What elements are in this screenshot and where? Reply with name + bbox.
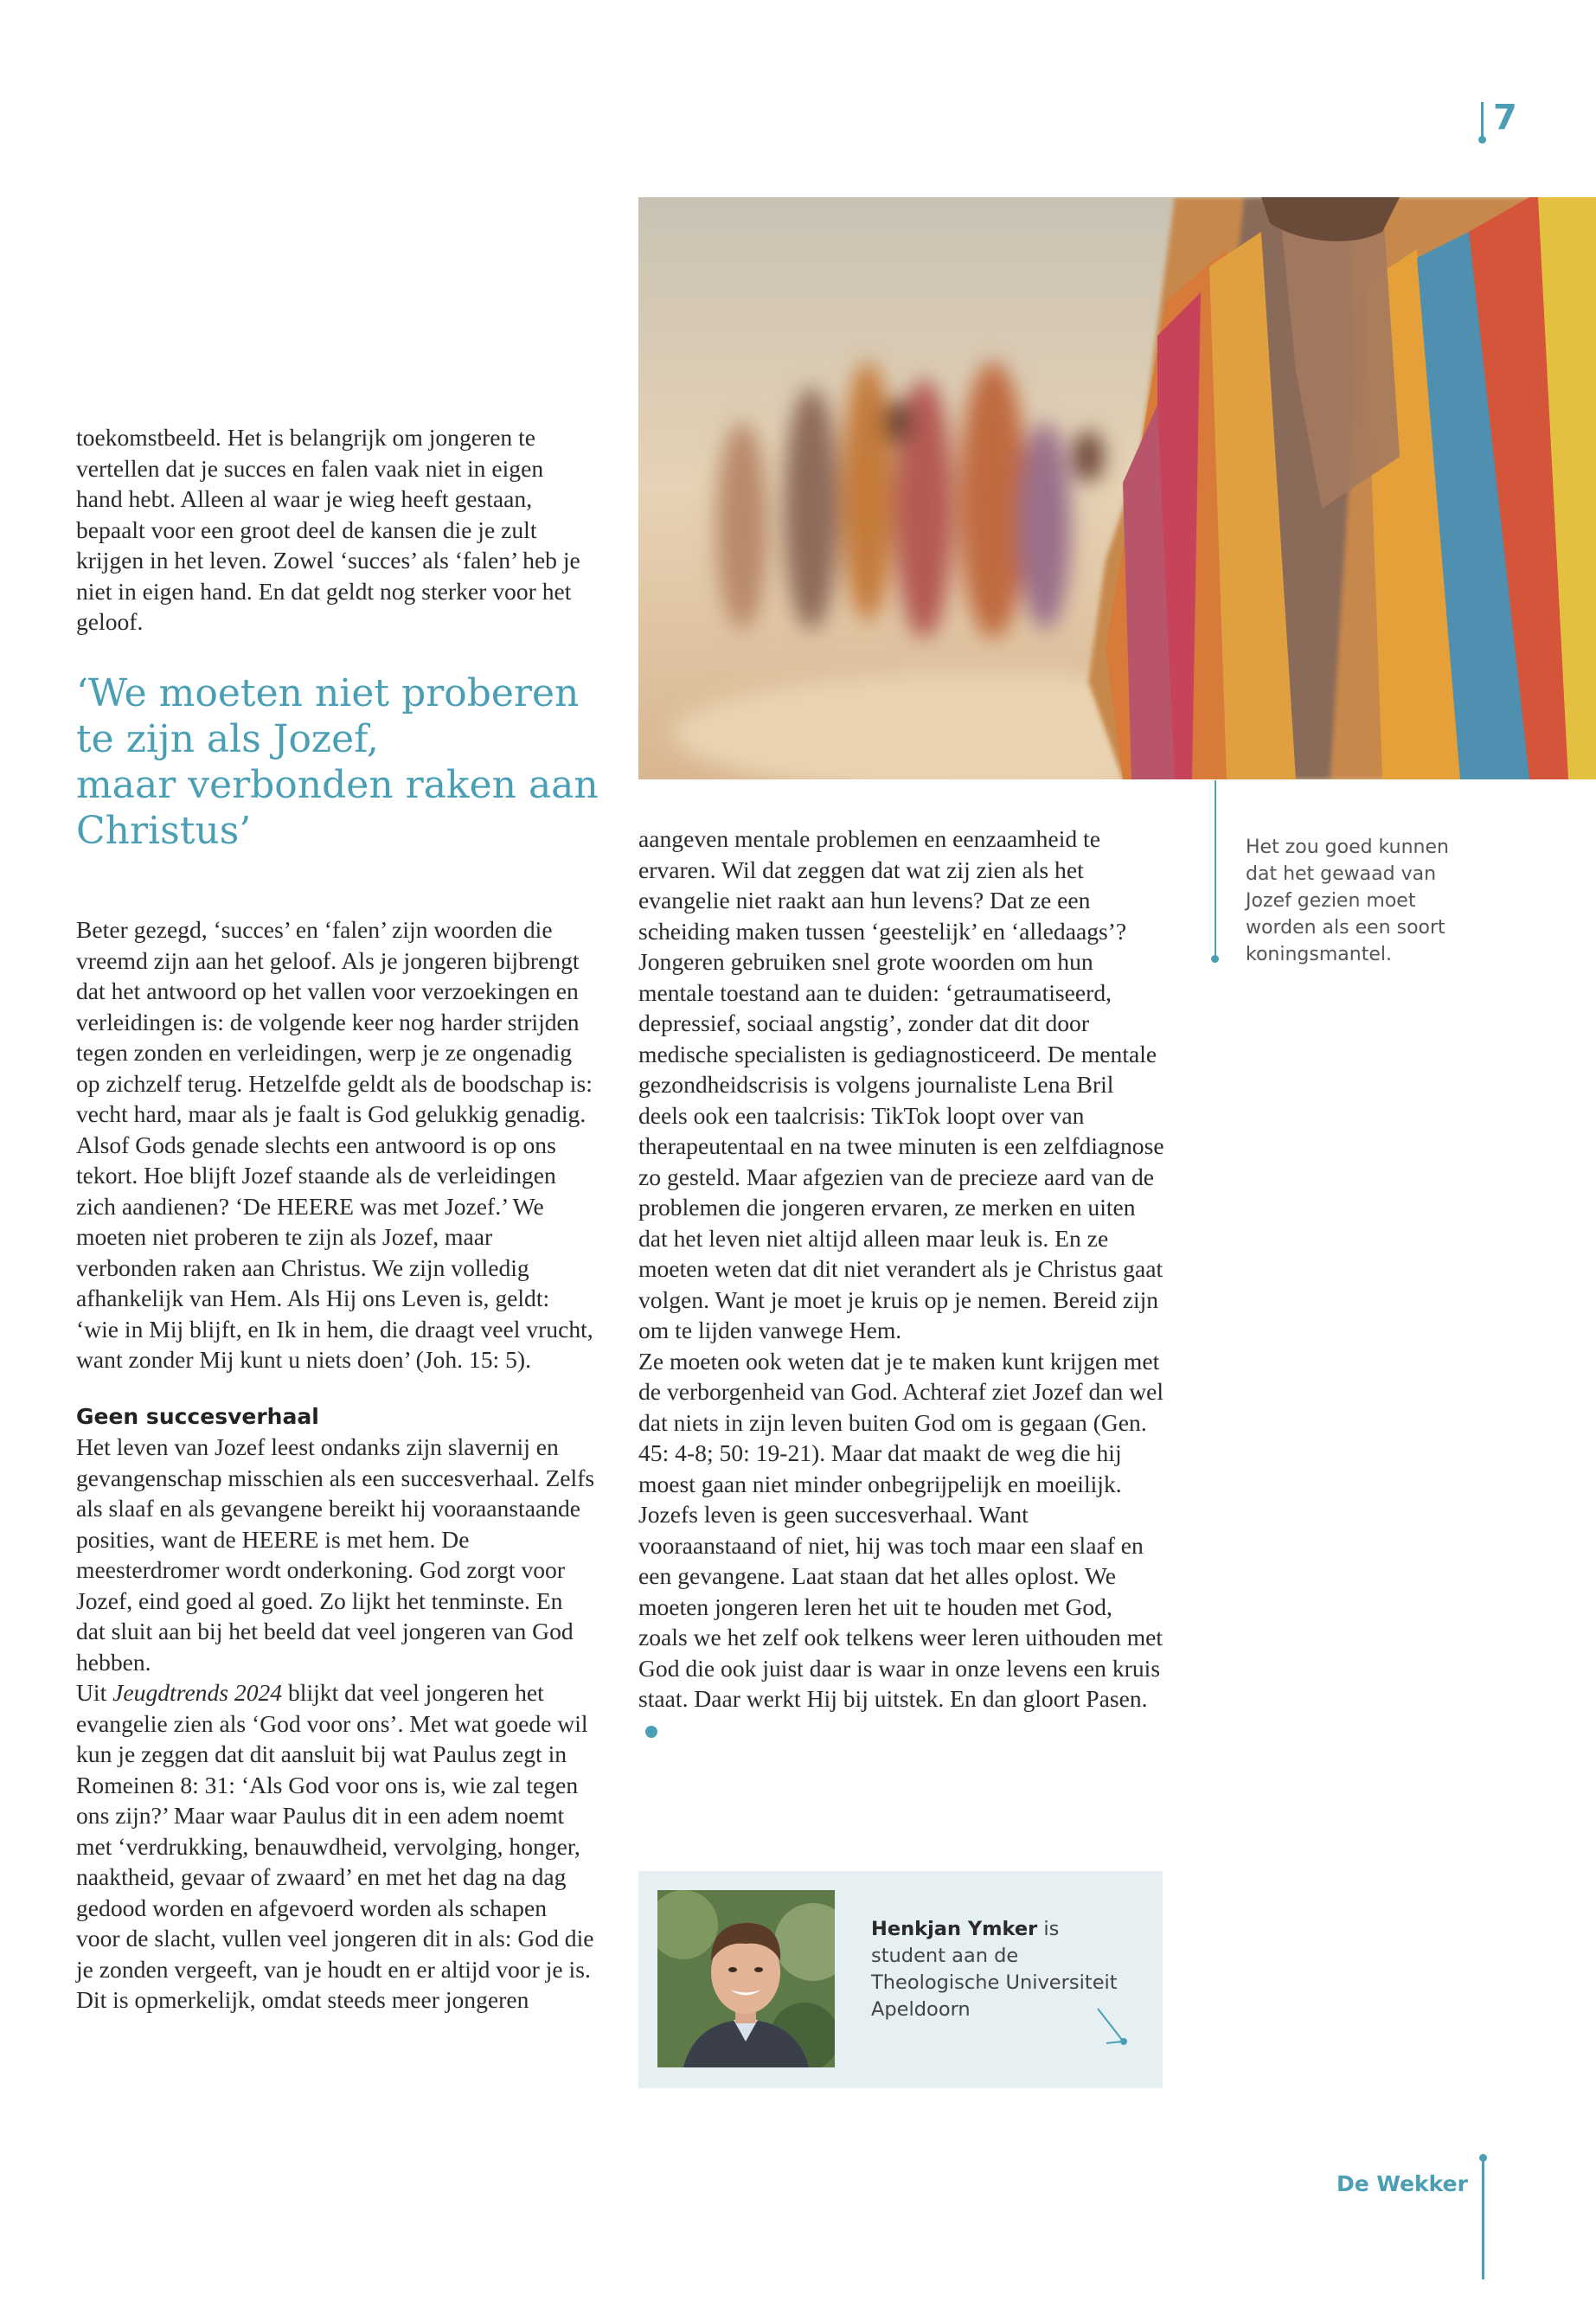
footer-brand: De Wekker	[1336, 2171, 1468, 2196]
caption-rule	[1215, 780, 1216, 960]
author-bio-text: is student aan de Theologische Universiteit Apeldoorn	[871, 1918, 1118, 2021]
caption-dot	[1211, 955, 1219, 963]
pull-quote-line-3: maar verbonden raken aan	[76, 763, 599, 807]
pull-quote	[76, 670, 612, 854]
p3-start: Uit	[76, 1679, 113, 1706]
footer-rule	[1482, 2158, 1484, 2279]
author-arrow	[1094, 2005, 1129, 2053]
author-photo	[657, 1890, 835, 2067]
end-mark-icon	[645, 1726, 657, 1738]
page-number-dot	[1478, 136, 1486, 144]
col1-paragraph-2: Het leven van Jozef leest ondanks zijn slavernij en gevangenschap misschien als een succesverhaal. Zelfs als slaaf en als gevangene bereikt hij vooraanstaande posities, want de HEERE is met hem. De meesterdromer wordt onderkoning. God zorgt voor Jozef, eind goed al goed. Zo lijkt het tenminste. En dat sluit aan bij het beeld dat veel jongeren van God hebben.	[76, 1433, 595, 1676]
pull-quote-line-4: Christus’	[76, 809, 252, 853]
hero-photo	[638, 197, 1596, 779]
col2-paragraph-1: aangeven mentale problemen en eenzaamheid te ervaren. Wil dat zeggen dat wat zij zien als het evangelie niet raakt aan hun levens? Dat ze een scheiding maken tussen ‘geestelijk’ en ‘alledaags’? Jongeren gebruiken snel grote woorden om hun mentale toestand aan te duiden: ‘getraumatiseerd, depressief, sociaal angstig’, zonder dat dit door medische specialisten is gediagnosticeerd. De mentale gezondheidscrisis is volgens journaliste Lena Bril deels ook een taalcrisis: TikTok loopt over van therapeutentaal en na twee minuten is een zelfdiagnose zo gesteld. Maar afgezien van de precieze aard van de problemen die jongeren ervaren, ze merken en uiten dat het leven niet altijd alleen maar leuk is. En ze moeten weten dat dit niet verandert als je Christus gaat volgen. Want je moet je kruis op je nemen. Bereid zijn om te lijden vanwege Hem.	[638, 825, 1164, 1343]
intro-paragraph	[76, 422, 595, 638]
col2-paragraph-2-text: Ze moeten ook weten dat je te maken kunt krijgen met de verborgenheid van God. Achteraf ziet Jozef dan wel dat niets in zijn leven buiten God om is gegaan (Gen. 45: 4-8; 50: 19-21). Maar dat maakt de weg die hij moest gaan niet minder onbegrijpelijk en moeilijk. Jozefs leven is geen succesverhaal. Want vooraanstaand of niet, hij was toch maar een slaaf en een gevangene. Laat staan dat het alles oplost. We moeten jongeren leren het uit te houden met God, zoals we het zelf ook telkens weer leren uithouden met God die ook juist daar is waar in onze levens een kruis staat. Daar werkt Hij bij uitstek. En dan gloort Pasen.	[638, 1347, 1164, 1712]
page-number: 7	[1493, 98, 1517, 138]
page-number-rule	[1481, 102, 1484, 138]
author-name: Henkjan Ymker	[871, 1918, 1038, 1940]
image-caption: Het zou goed kunnen dat het gewaad van Jozef gezien moet worden als een soort koningsmantel.	[1246, 836, 1449, 965]
author-portrait-icon	[657, 1890, 835, 2067]
diagonal-arrow-icon	[1094, 2005, 1129, 2048]
publication-title: Jeugdtrends 2024	[112, 1679, 283, 1706]
column-2-article	[638, 824, 1166, 1745]
col2-paragraph-2	[638, 1346, 1166, 1746]
pull-quote-line-1: ‘We moeten niet proberen	[76, 671, 580, 715]
section-subheading: Geen succesverhaal	[76, 1403, 319, 1429]
p3-rest: blijkt dat veel jongeren het evangelie zien als ‘God voor ons’. Met wat goede wil kun je zeggen dat dit aansluit bij wat Paulus zegt in Romeinen 8: 31: ‘Als God voor ons is, wie zal tegen ons zijn?’ Maar waar Paulus dit in een adem noemt met ‘verdrukking, benauwdheid, vervolging, honger, naaktheid, gevaar of zwaard’ en met het dag na dag gedood worden en afgevoerd worden als schapen voor de slacht, vullen veel jongeren dit in als: God die je zonden vergeeft, van je houdt en er altijd voor je is. Dit is opmerkelijk, omdat steeds meer jongeren	[76, 1679, 594, 2013]
photo-colorful-coat-icon	[638, 197, 1596, 779]
col1-paragraph-3	[76, 1677, 595, 2016]
col1-paragraph-1: Beter gezegd, ‘succes’ en ‘falen’ zijn woorden die vreemd zijn aan het geloof. Als je jongeren bijbrengt dat het antwoord op het vallen voor verzoekingen en verleidingen is: de volgende keer nog harder strijden tegen zonden en verleidingen, werp je ze ongenadig op zichzelf terug. Hetzelfde geldt als de boodschap is: vecht hard, maar als je faalt is God gelukkig genadig. Alsof Gods genade slechts een antwoord is op ons tekort. Hoe blijft Jozef staande als de verleidingen zich aandienen? ‘De HEERE was met Jozef.’ We moeten niet proberen te zijn als Jozef, maar verbonden raken aan Christus. We zijn volledig afhankelijk van Hem. Als Hij ons Leven is, geldt: ‘wie in Mij blijft, en Ik in hem, die draagt veel vrucht, want zonder Mij kunt u niets doen’ (Joh. 15: 5).	[76, 916, 593, 1373]
footer-dot	[1479, 2154, 1487, 2162]
pull-quote-line-2: te zijn als Jozef,	[76, 717, 379, 761]
intro-text: toekomstbeeld. Het is belangrijk om jongeren te vertellen dat je succes en falen vaak niet in eigen hand hebt. Alleen al waar je wieg heeft gestaan, bepaalt voor een groot deel de kansen die je zult krijgen in het leven. Zowel ‘succes’ als ‘falen’ heb je niet in eigen hand. En dat geldt nog sterker voor het geloof.	[76, 424, 580, 635]
column-1-article	[76, 914, 595, 2016]
